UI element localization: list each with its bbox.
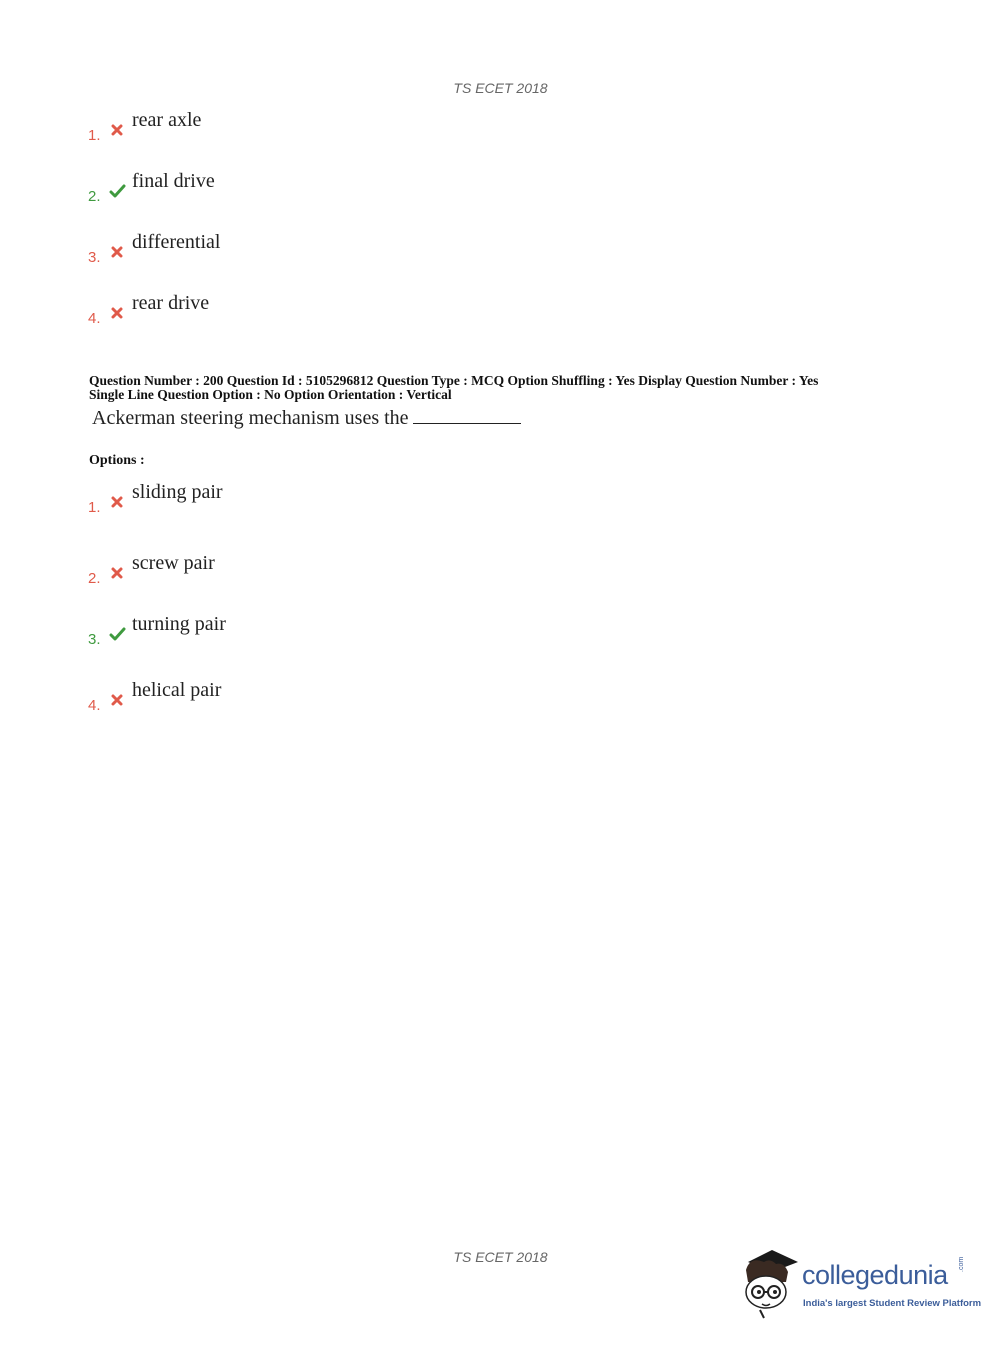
question-meta: [89, 374, 929, 402]
option-text: helical pair: [132, 679, 222, 701]
options-label: Options :: [89, 453, 145, 468]
option-text: rear drive: [132, 292, 210, 314]
question-text: [92, 407, 521, 430]
question-meta-line-2: Single Line Question Option : No Option Orientation : Vertical: [89, 387, 452, 402]
cross-icon: [108, 304, 126, 322]
check-icon: [108, 625, 126, 643]
option-text: rear axle: [132, 109, 202, 131]
option-number: 3.: [88, 631, 101, 648]
option-text: screw pair: [132, 552, 215, 574]
option-number: 4.: [88, 310, 101, 327]
option-text: turning pair: [132, 613, 226, 635]
page-footer: TS ECET 2018: [453, 1249, 548, 1265]
page-header: TS ECET 2018: [453, 80, 548, 96]
option-number: 1.: [88, 127, 101, 144]
option-text: differential: [132, 231, 221, 253]
cross-icon: [108, 493, 126, 511]
option-text: final drive: [132, 170, 215, 192]
option-number: 2.: [88, 188, 101, 205]
mascot-icon: [740, 1248, 800, 1320]
answer-blank: [413, 423, 521, 424]
option-number: 2.: [88, 570, 101, 587]
collegedunia-logo: [740, 1248, 982, 1320]
cross-icon: [108, 121, 126, 139]
cross-icon: [108, 691, 126, 709]
question-text-body: Ackerman steering mechanism uses the: [92, 407, 409, 429]
option-number: 1.: [88, 499, 101, 516]
check-icon: [108, 182, 126, 200]
logo-tagline: India's largest Student Review Platform: [803, 1298, 982, 1309]
option-number: 3.: [88, 249, 101, 266]
logo-suffix: .com: [958, 1256, 965, 1272]
logo-brand: collegedunia: [802, 1260, 948, 1290]
option-number: 4.: [88, 697, 101, 714]
question-meta-line-1: Question Number : 200 Question Id : 5105296812 Question Type : MCQ Option Shuffling : Yes Display Question Number : Yes: [89, 373, 819, 388]
cross-icon: [108, 564, 126, 582]
cross-icon: [108, 243, 126, 261]
option-text: sliding pair: [132, 481, 223, 503]
